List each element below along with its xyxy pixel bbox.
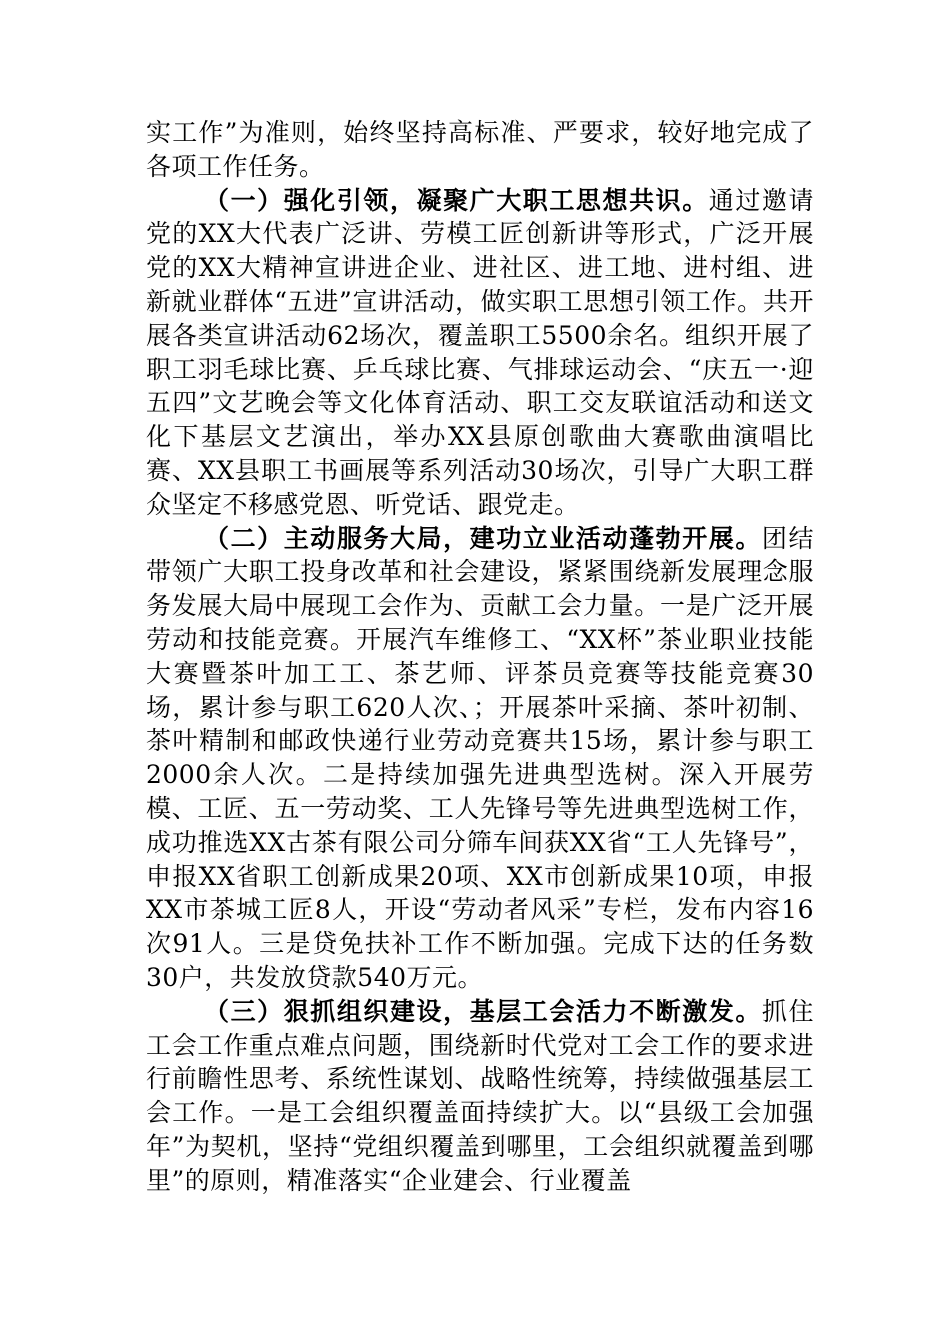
paragraph-section-3 — [146, 995, 814, 1198]
paragraph-body: 实工作”为准则，始终坚持高标准、严要求，较好地完成了各项工作任务。 — [146, 118, 814, 181]
paragraph-body: 抓住工会工作重点难点问题，围绕新时代党对工会工作的要求进行前瞻性思考、系统性谋划、战略性统筹，持续做强基层工会工作。一是工会组织覆盖面持续扩大。以“县级工会加强年”为契机，坚持“党组织覆盖到哪里，工会组织就覆盖到哪里”的原则，精准落实“企业建会、行业覆盖 — [146, 996, 814, 1195]
paragraph-body: 团结带领广大职工投身改革和社会建设，紧紧围绕新发展理念服务发展大局中展现工会作为、贡献工会力量。一是广泛开展劳动和技能竞赛。开展汽车维修工、“XX杯”茶业职业技能大赛暨茶叶加工工、茶艺师、评茶员竞赛等技能竞赛30场，累计参与职工620人次、；开展茶叶采摘、茶叶初制、茶叶精制和邮政快递行业劳动竞赛共15场，累计参与职工2000余人次。二是持续加强先进典型选树。深入开展劳模、工匠、五一劳动奖、工人先锋号等先进典型选树工作，成功推选XX古茶有限公司分筛车间获XX省“工人先锋号”，申报XX省职工创新成果20项、XX市创新成果10项，申报XX市茶城工匠8人，开设“劳动者风采”专栏，发布内容16次91人。三是贷免扶补工作不断加强。完成下达的任务数30户，共发放贷款540万元。 — [146, 523, 814, 992]
section-heading: （二）主动服务大局，建功立业活动蓬勃开展。 — [204, 523, 762, 553]
section-heading: （一）强化引领，凝聚广大职工思想共识。 — [204, 185, 709, 215]
document-page — [146, 116, 814, 1198]
paragraph-intro — [146, 116, 814, 184]
paragraph-section-2 — [146, 522, 814, 995]
section-heading: （三）狠抓组织建设，基层工会活力不断激发。 — [204, 996, 762, 1026]
paragraph-body: 通过邀请党的XX大代表广泛讲、劳模工匠创新讲等形式，广泛开展党的XX大精神宣讲进企业、进社区、进工地、进村组、进新就业群体“五进”宣讲活动，做实职工思想引领工作。共开展各类宣讲活动62场次，覆盖职工5500余名。组织开展了职工羽毛球比赛、乒乓球比赛、气排球运动会、“庆五一·迎五四”文艺晚会等文化体育活动、职工交友联谊活动和送文化下基层文艺演出，举办XX县原创歌曲大赛歌曲演唱比赛、XX县职工书画展等系列活动30场次，引导广大职工群众坚定不移感党恩、听党话、跟党走。 — [146, 185, 814, 519]
paragraph-section-1 — [146, 184, 814, 522]
